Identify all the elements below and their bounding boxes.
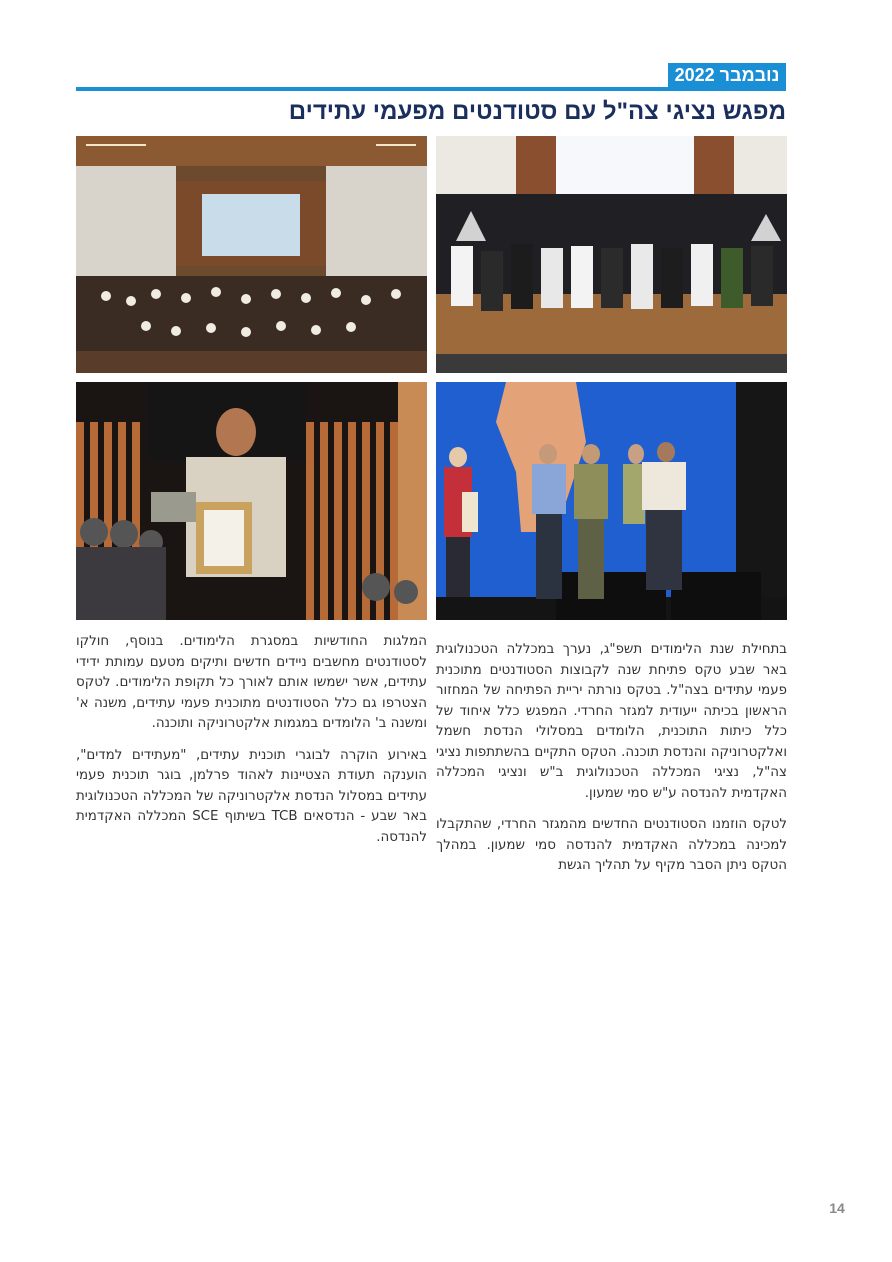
article-paragraph: לטקס הוזמנו הסטודנטים החדשים מהמגזר החרדי, שהתקבלו למכינה במכללה האקדמית להנדסה סמי שמעון. במהלך הטקס ניתן הסבר מקיף על תהליך הגשת: [436, 817, 787, 873]
article-column-right: [436, 640, 787, 888]
article-title: מפגש נציגי צה"ל עם סטודנטים מפעמי עתידים: [288, 98, 786, 125]
header-rule: [76, 87, 786, 91]
date-badge: נובמבר 2022: [668, 63, 786, 87]
article-column-left: [76, 632, 427, 859]
photo-stage-ceremony: [436, 382, 787, 620]
photo-auditorium-group: [76, 136, 427, 373]
article-paragraph: בתחילת שנת הלימודים תשפ"ג, נערך במכללה הטכנולוגית באר שבע טקס פתיחת שנה לקבוצות הסטודנטים מתוכנית פעמי עתידים בצה"ל. בטקס נורתה יריית הפתיחה של המחזור הראשון בכיתה ייעודית למגזר החרדי. המפגש כלל איחוד של כלל כיתות התוכנית, הלומדים במסלולי הנדסת חשמל ואלקטרוניקה והנדסת תוכנה. הטקס התקיים בהשתתפות נציגי צה"ל, נציגי המכללה הטכנולוגית ב"ש ונציגי המכללה האקדמית להנדסה ע"ש סמי שמעון.: [436, 642, 787, 801]
article-paragraph: המלגות החודשיות במסגרת הלימודים. בנוסף, חולקו לסטודנטים מחשבים ניידים חדשים ותיקים מטעם עמותת ידידי עתידים, אשר ישמשו אותם לאורך כל תקופת הלימודים. לטקס הצטרפו גם כלל הסטודנטים מתוכנית פעמי עתידים, משנה א' ומשנה ב' הלומדים במגמות אלקטרוניקה ותוכנה.: [76, 634, 427, 731]
page-number: 14: [829, 1200, 845, 1216]
article-paragraph: באירוע הוקרה לבוגרי תוכנית עתידים, "מעתידים למדים", הוענקה תעודת הצטיינות לאהוד פרלמן, בוגר תוכנית פעמי עתידים במסלול הנדסת אלקטרוניקה של המכללה הטכנולוגית באר שבע - הנדסאים TCB בשיתוף SCE המכללה האקדמית להנדסה.: [76, 747, 427, 845]
photo-stage-group: [436, 136, 787, 373]
photo-student-certificate: [76, 382, 427, 620]
